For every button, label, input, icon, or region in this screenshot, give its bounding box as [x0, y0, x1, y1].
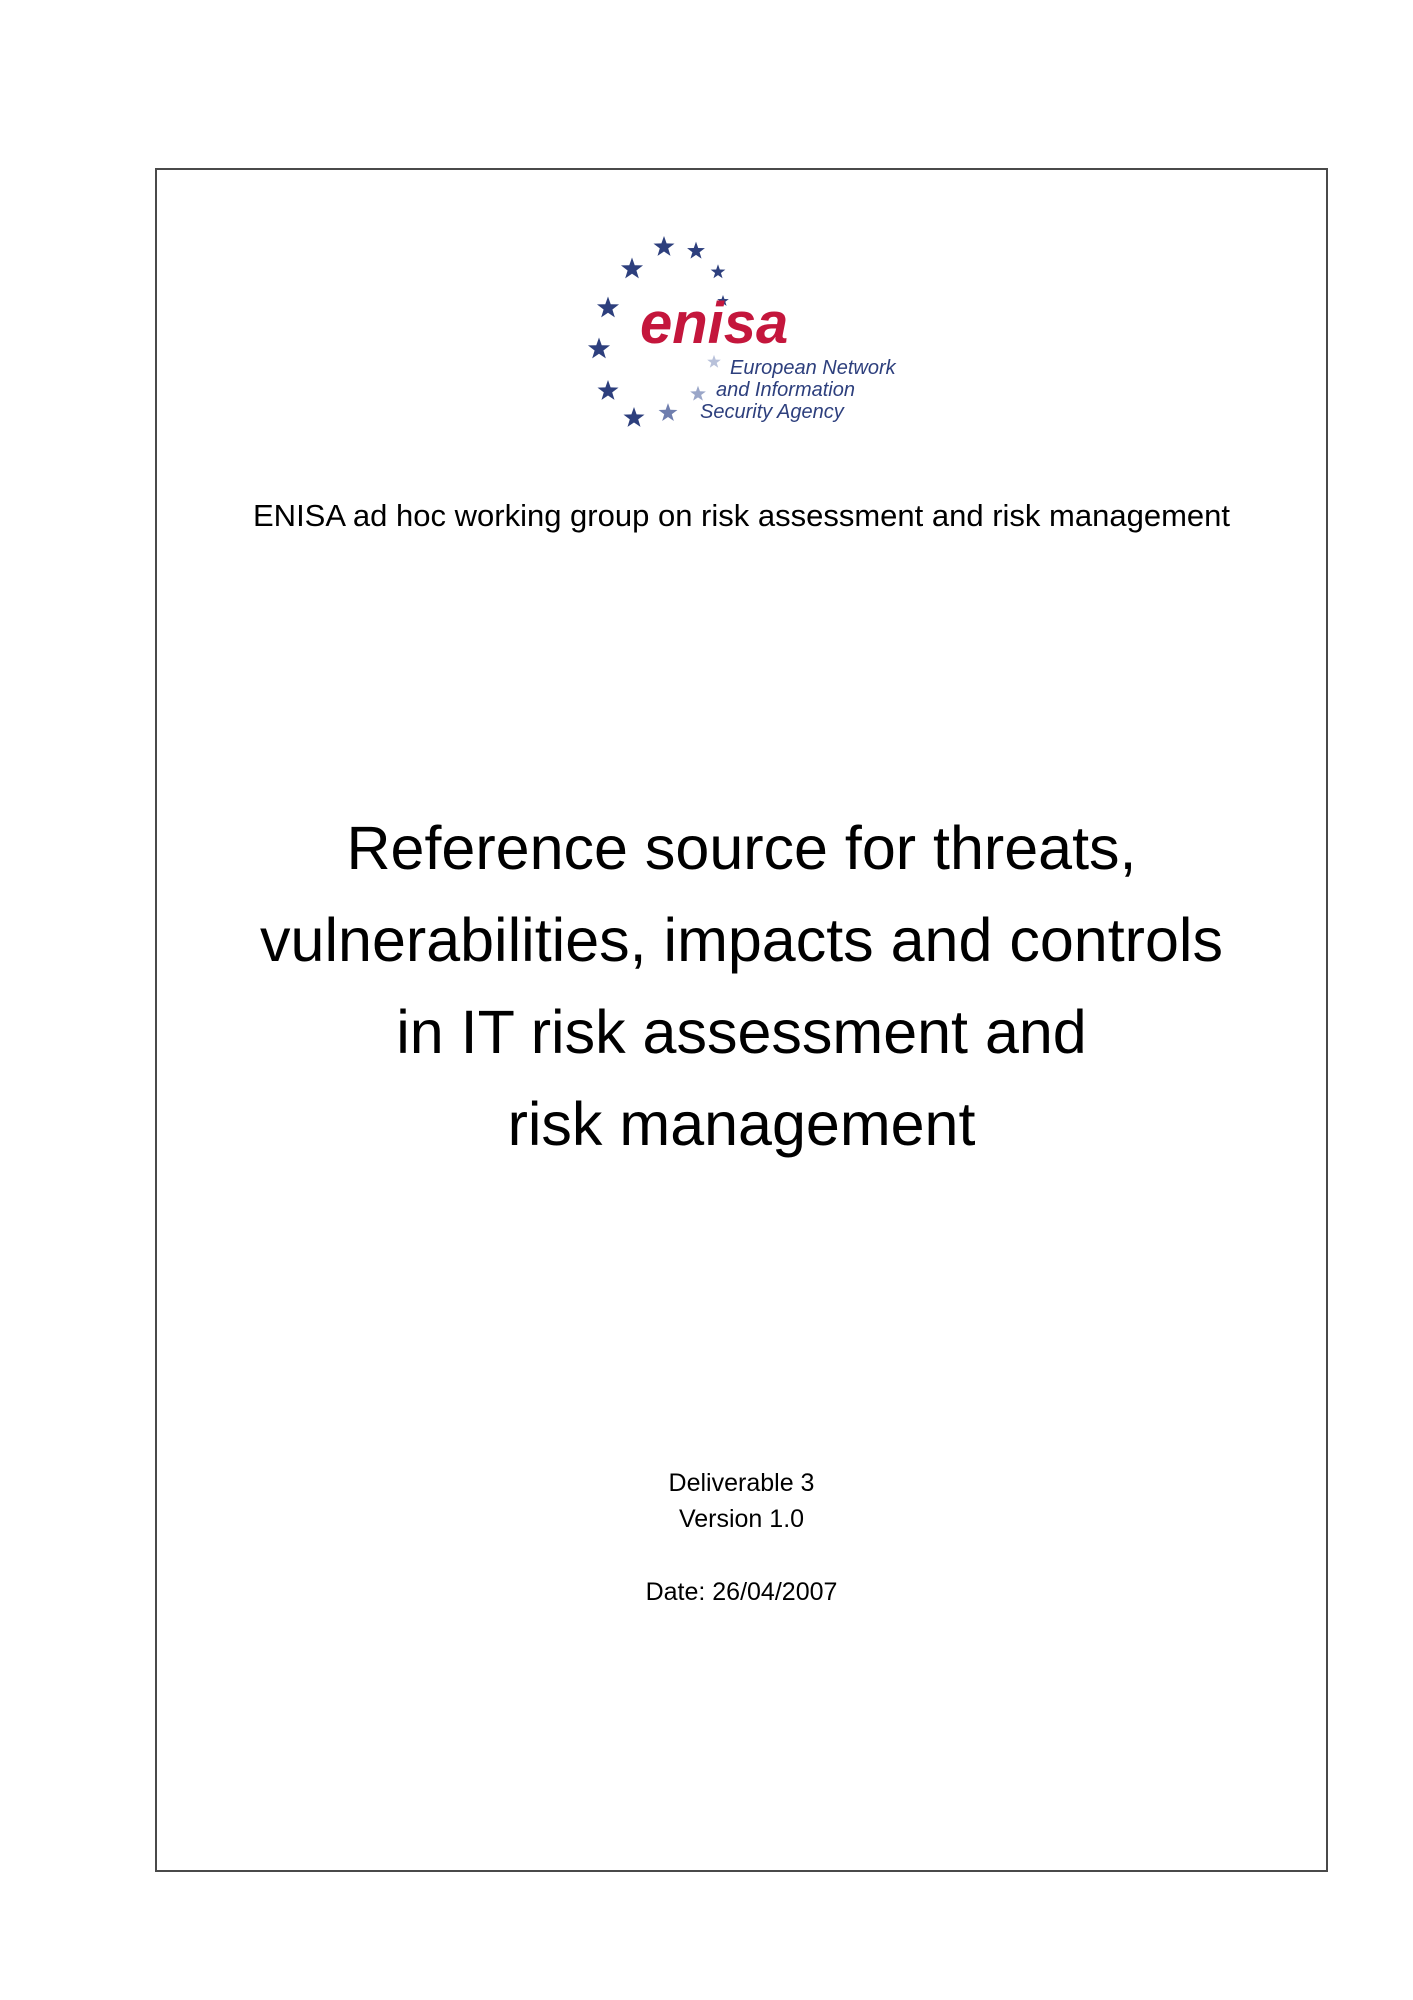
document-title-line: Reference source for threats,	[346, 814, 1137, 882]
version-label: Version 1.0	[678, 1505, 805, 1533]
star-icon	[690, 386, 706, 401]
star-icon	[707, 355, 721, 368]
star-icon	[711, 264, 726, 278]
document-title-line: in IT risk assessment and	[396, 998, 1087, 1066]
enisa-logo-graphic	[570, 225, 910, 440]
document-title-line: risk management	[507, 1090, 976, 1158]
logo-tagline-line: Security Agency	[700, 401, 844, 423]
star-icon	[687, 242, 705, 259]
document-title	[155, 802, 1328, 1170]
enisa-logo	[570, 225, 910, 440]
date-label: Date: 26/04/2007	[645, 1578, 838, 1606]
logo-wordmark: enisa	[640, 291, 789, 356]
logo-tagline-line: and Information	[716, 379, 855, 401]
star-icon	[624, 407, 645, 427]
logo-tagline-line: European Network	[730, 357, 896, 379]
star-icon	[588, 337, 610, 358]
star-icon	[597, 296, 619, 317]
star-icon	[654, 236, 675, 256]
star-icon	[598, 380, 619, 400]
star-icon	[659, 403, 678, 421]
document-title-line: vulnerabilities, impacts and controls	[260, 906, 1223, 974]
star-icon	[621, 257, 643, 278]
deliverable-label: Deliverable 3	[668, 1469, 815, 1497]
working-group-subtitle: ENISA ad hoc working group on risk assessment and risk management	[253, 498, 1230, 533]
